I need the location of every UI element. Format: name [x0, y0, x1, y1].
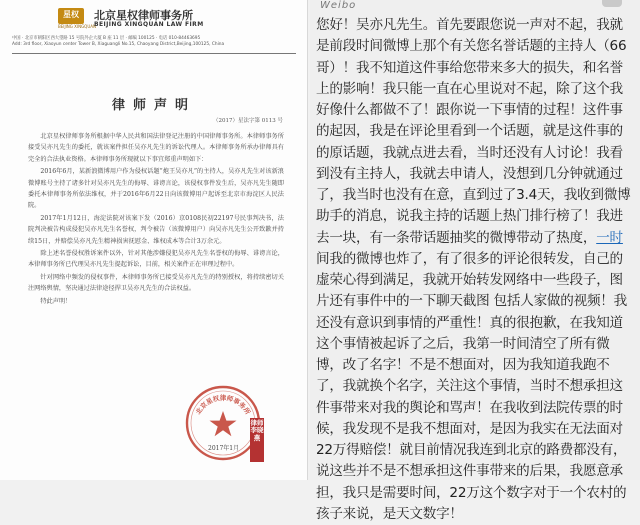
firm-name-cn: 北京星权律师事务所 [94, 9, 193, 22]
logo-name: 星权 [63, 10, 79, 19]
message-text-part-2: 间我的微博也炸了，有了很多的评论很转发，自己的虚荣心得到满足，我就开始转发网络中一些段子，图片还有事件中的一下聊天截图 包括人家做的视频！我还没有意识到事情的严重性！真的很抱歉，在我知道这个事情被起诉了之后，我第一时间清空了所有微博，改了名字！不是不想面对，因为我知道我跑不了，我就换个名字，关注这个事情，当时不想承担这件事带来对我的舆论和骂声！在我收到法院传票的时候，我发现不是我不想面对，是因为我实在无法面对 22万得赔偿！就目前情况我连到北京的路费都没有，说这些并不是不想承担这件事带来的后果，我愿意承担，我只是需要时间，22万这个数字对于一个农村的孩子来说，是天文数字！ [316, 250, 627, 522]
letterhead [10, 6, 302, 34]
statement-title: 律师声明 [111, 98, 196, 113]
firm-logo [58, 8, 96, 29]
statement-number: （2017）星法字第 0113 号 [213, 118, 283, 124]
app-header [310, 0, 640, 14]
statement-closing: 特此声明！ [40, 297, 72, 305]
statement-paragraph: 2017年1月12日，海淀法院对该案下发（2016）京0108民初22197号民事判决书，法院判决被告构成侵犯吴亦凡先生名誉权，判令被告（该微博用户）向吴亦凡先生公开致歉并持续15日，并赔偿吴亦凡先生精神损害抚慰金、维权成本等合计3万余元。 [28, 214, 284, 245]
statement-paragraph: 2016年6月，某新浪微博用户作为侵权话题“炮王吴亦凡”的主持人，吴亦凡先生对该新浪微博账号主持了诸多针对吴亦凡先生的侮辱、诽谤言论，该侵权事件发生后，吴亦凡先生随即委托本律师事务所依法维权，并于2016年6月22日向该微博用户起诉至北京市海淀区人民法院。 [28, 168, 284, 210]
firm-name-en: BEIJING XINGQUAN LAW FIRM [94, 21, 204, 28]
statement-paragraph: 针对网络中频发的侵权事件，本律师事务所已接受吴亦凡先生的特别授权，将持续密切关注网络舆情，坚决通过法律途径捍卫吴亦凡先生的合法权益。 [28, 273, 284, 293]
message-text-part-1: 您好！吴亦凡先生。首先要跟您说一声对不起，我就是前段时间微博上那个有关您名誉话题的主持人（66哥）！我不知道这件事给您带来多大的损失，和名誉上的影响！我只能一直在心里说对不起，除了这个我好像什么都做不了！跟你说一下事情的过程！这件事的起因，我是在评论里看到一个话题，就是这件事的的原话题，我就点进去看，当时还没有人讨论！我看到没有主持人，我就去申请人，没想到几分钟就通过了，我当时也没有在意，直到过了3.4天，我收到微博助手的消息，说我主持的话题上热门排行榜了！我进去一块，有一条带话题抽奖的微博带动了热度， [316, 17, 631, 246]
law-firm-statement [0, 0, 308, 480]
toolbar-tab-icon[interactable] [602, 0, 622, 7]
firm-contact [12, 36, 298, 48]
contact-line-cn: 中国 · 北京市朝阳区西大望路 15 号院外企大厦 B 座 11 层 · 邮编 100125 · 电话 010-84463695 [12, 36, 201, 41]
seal-text: 北京星权律师事务所 [194, 394, 252, 416]
logo-subtitle: BEIJING XINGQUAN [58, 24, 96, 29]
lawyer-signature-seal: 律师 李晓燕 [250, 418, 264, 462]
statement-date: 2017年1月 [208, 445, 240, 452]
app-header-text: Weibo [320, 0, 357, 11]
statement-paragraph: 除上述名誉侵权胜诉案件以外，针对其他涉嫌侵犯吴亦凡先生名誉权的侮辱、诽谤言论，本律师事务所已代理吴亦凡先生提起诉讼，目前，相关案件正在审理过程中。 [28, 250, 284, 269]
statement-paragraph: 北京星权律师事务所根据中华人民共和国法律登记注册的中国律师事务所。本律师事务所接受吴亦凡先生的委托，就该案件担任吴亦凡先生的诉讼代理人。本律师事务所承办律师具有完全的合法执业资格。本律师事务所现就以下事宜郑重声明如下： [28, 133, 284, 163]
letterhead-divider [12, 53, 296, 54]
contact-line-en: Add: 3rd floor, Xiaoyun center Tower B, Xiaguangli No.15, Chaoyang District,Beijing,100125, China [12, 42, 225, 47]
message-inline-link[interactable]: 一时 [596, 229, 623, 246]
statement-body [28, 131, 284, 307]
apology-message-screenshot [310, 0, 640, 522]
message-body [316, 15, 634, 525]
